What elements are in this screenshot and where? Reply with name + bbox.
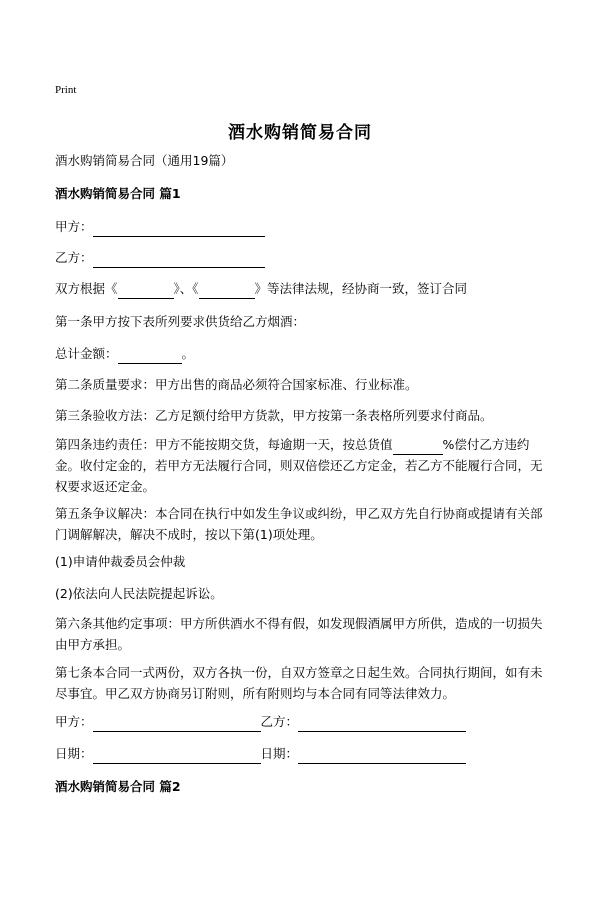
- document-title: 酒水购销简易合同: [228, 123, 372, 143]
- article-7: 第七条本合同一式两份，双方各执一份，自双方签章之日起生效。合同执行期间，如有未尽事宜。甲乙双方协商另订附则，所有附则均与本合同有同等法律效力。: [55, 665, 543, 701]
- total-amount-end: 。: [181, 346, 195, 361]
- party-b-blank: [93, 252, 265, 268]
- article-3: 第三条验收方法：乙方足额付给甲方货款，甲方按第一条表格所列要求付商品。: [55, 408, 493, 423]
- signature-row: [55, 711, 466, 732]
- basis-blank-2: [199, 283, 255, 299]
- date-row: [55, 743, 466, 764]
- date-a-blank: [93, 748, 261, 764]
- article-4-text-2: %偿付乙方违约金。收付定金的，若甲方无法履行合同，则双倍偿还乙方定金，若乙方不能履行合同，无权要求返还定金。: [55, 437, 543, 494]
- article-6: 第六条其他约定事项：甲方所供酒水不得有假，如发现假酒属甲方所供，造成的一切损失由甲方承担。: [55, 616, 543, 652]
- article-4: [55, 434, 549, 497]
- signature-party-a-blank: [93, 716, 261, 732]
- option-2: (2)依法向人民法院提起诉讼。: [55, 586, 223, 601]
- party-b-label: 乙方：: [55, 250, 93, 265]
- signature-party-a-label: 甲方：: [55, 714, 93, 729]
- basis-text-2: 》、《: [173, 281, 199, 296]
- section1-heading: 酒水购销简易合同 篇1: [55, 186, 181, 201]
- basis-blank-1: [118, 283, 174, 299]
- party-b-row: [55, 247, 265, 268]
- total-amount-row: [55, 343, 194, 364]
- article-5: 第五条争议解决：本合同在执行中如发生争议或纠纷，甲乙双方先自行协商或提请有关部门调解解决，解决不成时，按以下第(1)项处理。: [55, 506, 543, 542]
- basis-clause: [55, 278, 467, 299]
- date-b-blank: [298, 748, 466, 764]
- party-a-row: [55, 216, 265, 237]
- article-2: 第二条质量要求：甲方出售的商品必须符合国家标准、行业标准。: [55, 377, 418, 392]
- party-a-label: 甲方：: [55, 219, 93, 234]
- party-a-blank: [93, 221, 265, 237]
- article-1: 第一条甲方按下表所列要求供货给乙方烟酒：: [55, 314, 306, 329]
- print-label: Print: [55, 84, 77, 96]
- total-amount-label: 总计金额：: [55, 346, 118, 361]
- signature-party-b-blank: [298, 716, 466, 732]
- basis-text-1: 双方根据《: [55, 281, 118, 296]
- date-b-label: 日期：: [260, 746, 299, 761]
- article-4-text-1: 第四条违约责任：甲方不能按期交货，每逾期一天，按总货值: [55, 437, 393, 452]
- total-amount-blank: [118, 348, 182, 364]
- document-subtitle: 酒水购销简易合同（通用19篇）: [55, 153, 234, 168]
- basis-text-3: 》等法律法规，经协商一致，签订合同: [254, 281, 468, 296]
- signature-party-b-label: 乙方：: [260, 714, 299, 729]
- article-4-blank: [393, 439, 443, 455]
- date-a-label: 日期：: [55, 746, 93, 761]
- option-1: (1)申请仲裁委员会仲裁: [55, 554, 186, 569]
- section2-heading: 酒水购销简易合同 篇2: [55, 779, 181, 794]
